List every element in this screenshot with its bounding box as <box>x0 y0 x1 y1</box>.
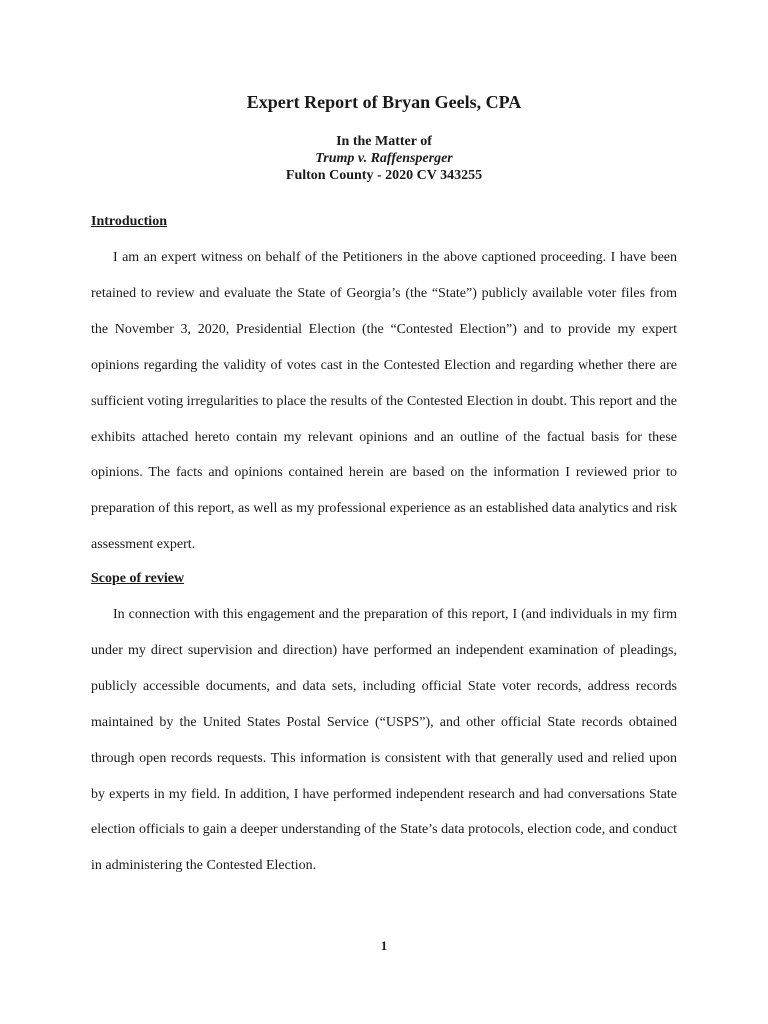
case-name: Trump v. Raffensperger <box>315 151 453 166</box>
case-number: Fulton County - 2020 CV 343255 <box>285 168 483 183</box>
section-heading-introduction: Introduction <box>91 214 167 229</box>
section-body-introduction: I am an expert witness on behalf of the Petitioners in the above captioned proceeding. I have been retained to review and evaluate the State of Georgia’s (the “State”) publicly available voter files from the November 3, 2020, Presidential Election (the “Contested Election”) and to provide my expert opinions regarding the validity of votes cast in the Contested Election and regarding whether there are sufficient voting irregularities to place the results of the Contested Election in doubt. This report and the exhibits attached hereto contain my relevant opinions and an outline of the factual basis for these opinions. The facts and opinions contained herein are based on the information I reviewed prior to preparation of this report, as well as my professional experience as an established data analytics and risk assessment expert. <box>91 250 677 553</box>
report-title: Expert Report of Bryan Geels, CPA <box>246 92 522 112</box>
section-body-scope: In connection with this engagement and the preparation of this report, I (and individuals in my firm under my direct supervision and direction) have performed an independent examination of pleadings, publicly accessible documents, and data sets, including official State voter records, address records maintained by the United States Postal Service (“USPS”), and other official State records obtained through open records requests. This information is consistent with that generally used and relied upon by experts in my field. In addition, I have performed independent research and had conversations State election officials to gain a deeper understanding of the State’s data protocols, election code, and conduct in administering the Contested Election. <box>91 607 677 874</box>
matter-intro: In the Matter of <box>336 134 432 149</box>
matter-block <box>0 133 768 184</box>
page-number: 1 <box>380 938 388 953</box>
section-heading-scope: Scope of review <box>91 571 185 586</box>
